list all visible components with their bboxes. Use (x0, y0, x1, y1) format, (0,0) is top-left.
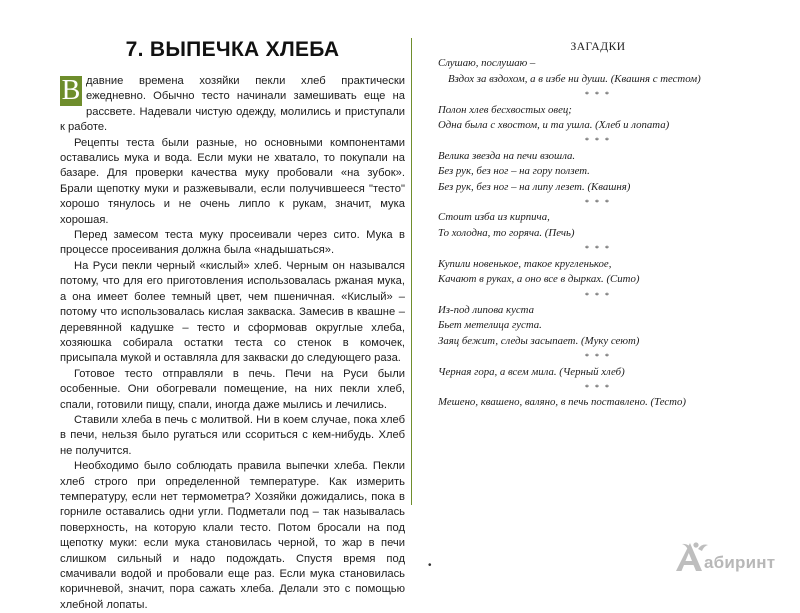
riddle-line: То холодна, то горяча. (Печь) (438, 226, 575, 239)
riddle-line: Полон хлев бесхвостых овец; (438, 103, 572, 116)
paragraph-3: Перед замесом теста муку просеивали через сито. Мука в процессе просеивания должна была «надышаться». (60, 229, 405, 257)
riddle-8 (438, 395, 758, 410)
paragraph-6: Ставили хлеба в печь с молитвой. Ни в коем случае, пока хлеб в печи, нельзя было ругаться или ссориться с кем-нибудь. Хлеб не получится. (60, 413, 405, 457)
article-column (60, 38, 405, 613)
riddle-line: Без рук, без ног – на липу лезет. (Квашня) (438, 180, 631, 193)
drop-cap: В (61, 75, 81, 106)
riddle-line: Стоит изба из кирпича, (438, 211, 550, 224)
paragraph-5: Готовое тесто отправляли в печь. Печи на Руси были особенные. Они обогревали помещение, на них пекли хлеб, спали, готовили пищу, спали, иногда даже мылись и лечились. (60, 367, 405, 411)
riddles-title: ЗАГАДКИ (570, 41, 626, 53)
stars-separator: * * * (585, 352, 611, 362)
stars-separator: * * * (585, 382, 611, 392)
paragraph-7: Необходимо было соблюдать правила выпечки хлеба. Пекли хлеб строго при определенной температуре. Как измерить температуру, если нет термометра? Хозяйки дожидались, пока в горниле оставались одни угли. Подметали под – так называлась поверхность, на которую клали тесто. Потом бросали на под щепотку муки: если мука становилась черной, то жар в печи слишком сильный и надо подождать. Спустя время под смачивали водой и пробовали еще раз. Если мука становилась коричневой, значит, пора сажать хлеба. Делали это с помощью хлебной лопаты. (60, 460, 405, 611)
riddle-2 (438, 103, 758, 134)
riddles-column (438, 40, 758, 411)
page-dot: • (428, 560, 432, 571)
riddle-line: Без рук, без ног – на гору ползет. (438, 165, 590, 178)
riddle-line: Слушаю, послушаю – (438, 57, 536, 70)
riddle-line: Из-под липова куста (438, 303, 534, 316)
riddle-line: Черная гора, а всем мила. (Черный хлеб) (438, 365, 625, 378)
riddle-line: Велика звезда на печи взошла. (438, 149, 576, 162)
column-divider (411, 38, 412, 505)
riddle-6 (438, 303, 758, 349)
stars-separator: * * * (585, 136, 611, 146)
riddle-line: Качают в руках, а оно все в дырках. (Сито) (438, 273, 640, 286)
riddle-line: Бьет метелица густа. (438, 319, 542, 332)
riddle-line: Мешено, квашено, валяно, в печь поставлено. (Тесто) (438, 396, 686, 409)
stars-separator: * * * (585, 198, 611, 208)
riddle-3 (438, 149, 758, 195)
stars-separator: * * * (585, 244, 611, 254)
paragraph-1-text: давние времена хозяйки пекли хлеб практически ежедневно. Обычно тесто начинали замешивать еще на рассвете. Надевали чистую одежду, молились и приступали к работе. (60, 75, 405, 134)
stars-separator: * * * (585, 290, 611, 300)
riddle-1 (438, 56, 758, 87)
riddle-4 (438, 210, 758, 241)
riddle-line: Одна была с хвостом, и та ушла. (Хлеб и лопата) (438, 119, 670, 132)
article-title: 7. ВЫПЕЧКА ХЛЕБА (125, 38, 340, 61)
riddle-line: Заяц бежит, следы засыпает. (Муку сеют) (438, 334, 640, 347)
riddle-5 (438, 257, 758, 288)
paragraph-4: На Руси пекли черный «кислый» хлеб. Черным он назывался потому, что для его приготовления использовалась ржаная мука, а она имеет более темный цвет, чем пшеничная. «Кислый» – потому что использовалась кислая закваска. Замесив в квашне – деревянной кадушке – тесто и сформовав округлые хлеба, хозяюшка собирала остатки теста со стенок в комочек, присыпала мукой и оставляла для закваски до следующего раза. (60, 259, 405, 365)
riddle-line: Купили новенькое, такое кругленькое, (438, 257, 612, 270)
riddle-line: Вздох за вздохом, а в избе ни души. (Квашня с тестом) (448, 72, 701, 85)
riddle-7 (438, 365, 758, 380)
paragraph-2: Рецепты теста были разные, но основными компонентами оставались мука и вода. Если муки не хватало, то покупали на базаре. Для проверки качества муку пробовали «на зубок». Брали щепотку муки и разжевывали, если получившееся "тесто" хорошо тянулось и не очень липло к рукам, значит, мука хорошая. (60, 136, 405, 226)
labirint-logo-text: абиринт (704, 553, 776, 572)
paragraph-1 (60, 74, 405, 136)
stars-separator: * * * (585, 90, 611, 100)
article-body (60, 74, 405, 613)
